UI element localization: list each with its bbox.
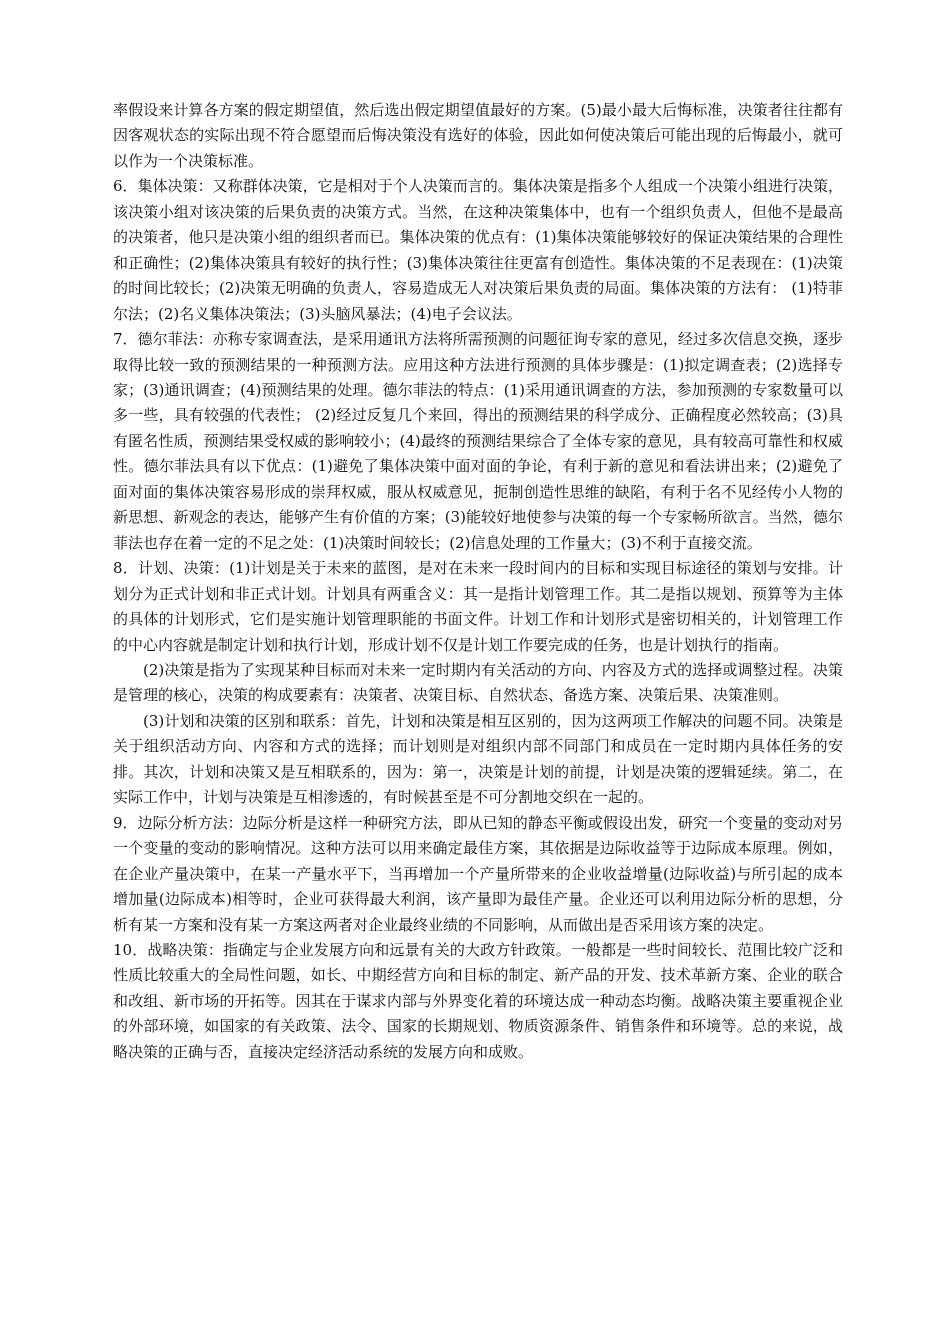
paragraph-strategic-decision: 10．战略决策：指确定与企业发展方向和远景有关的大政方针政策。一般都是一些时间较长、范围比较广泛和性质比较重大的全局性问题，如长、中期经营方向和目标的制定、新产品的开发、技术革新方案、企业的联合和改组、新市场的开拓等。因其在于谋求内部与外界变化着的环境达成一种动态均衡。战略决策主要重视企业的外部环境，如国家的有关政策、法令、国家的长期规划、物质资源条件、销售条件和环境等。总的来说，战略决策的正确与否，直接决定经济活动系统的发展方向和成败。 <box>113 940 843 1061</box>
paragraph-delphi-method: 7．德尔菲法：亦称专家调查法，是采用通讯方法将所需预测的问题征询专家的意见，经过多次信息交换，逐步取得比较一致的预测结果的一种预测方法。应用这种方法进行预测的具体步骤是：(1)拟定调查表；(2)选择专家；(3)通讯调查；(4)预测结果的处理。德尔菲法的特点：(1)采用通讯调查的方法，参加预测的专家数量可以多一些，具有较强的代表性； (2)经过反复几个来回，得出的预测结果的科学成分、正确程度必然较高；(3)具有匿名性质，预测结果受权威的影响较小；(4)最终的预测结果综合了全体专家的意见，具有较高可靠性和权威性。德尔菲法具有以下优点：(1)避免了集体决策中面对面的争论，有利于新的意见和看法讲出来；(2)避免了面对面的集体决策容易形成的崇拜权威，服从权威意见，扼制创造性思维的缺陷，有利于名不见经传小人物的新思想、新观念的表达，能够产生有价值的方案；(3)能较好地使参与决策的每一个专家畅所欲言。当然，德尔菲法也存在着一定的不足之处：(1)决策时间较长；(2)信息处理的工作量大；(3)不利于直接交流。 <box>113 330 843 552</box>
paragraph-plan-decision-relation: (3)计划和决策的区别和联系：首先，计划和决策是相互区别的，因为这两项工作解决的问题不同。决策是关于组织活动方向、内容和方式的选择；而计划则是对组织内部不同部门和成员在一定时期内具体任务的安排。其次，计划和决策又是互相联系的，因为：第一，决策是计划的前提，计划是决策的逻辑延续。第二，在实际工作中，计划与决策是互相渗透的，有时候甚至是不可分割地交织在一起的。 <box>113 711 843 807</box>
paragraph-group-decision: 6．集体决策：又称群体决策，它是相对于个人决策而言的。集体决策是指多个人组成一个决策小组进行决策，该决策小组对该决策的后果负责的决策方式。当然，在这种决策集体中，也有一个组织负责人，但他不是最高的决策者，他只是决策小组的组织者而已。集体决策的优点有：(1)集体决策能够较好的保证决策结果的合理性和正确性；(2)集体决策具有较好的执行性；(3)集体决策往往更富有创造性。集体决策的不足表现在：(1)决策的时间比较长；(2)决策无明确的负责人，容易造成无人对决策后果负责的局面。集体决策的方法有： (1)特菲尔法；(2)名义集体决策法；(3)头脑风暴法；(4)电子会议法。 <box>113 177 843 323</box>
paragraph-decision-criteria-cont: 率假设来计算各方案的假定期望值，然后选出假定期望值最好的方案。(5)最小最大后悔标准，决策者往往都有因客观状态的实际出现不符合愿望而后悔决策没有选好的体验，因此如何使决策后可能出现的后悔最小，就可以作为一个决策标准。 <box>113 101 843 170</box>
document-page <box>113 98 843 1065</box>
paragraph-plan-decision: 8．计划、决策：(1)计划是关于未来的蓝图，是对在未来一段时间内的目标和实现目标途径的策划与安排。计划分为正式计划和非正式计划。计划具有两重含义：其一是指计划管理工作。其二是指以规划、预算等为主体的具体的计划形式，它们是实施计划管理职能的书面文件。计划工作和计划形式是密切相关的，计划管理工作的中心内容就是制定计划和执行计划，形成计划不仅是计划工作要完成的任务，也是计划执行的指南。 <box>113 559 843 654</box>
paragraph-marginal-analysis: 9．边际分析方法：边际分析是这样一种研究方法，即从已知的静态平衡或假设出发，研究一个变量的变动对另一个变量的变动的影响情况。这种方法可以用来确定最佳方案，其依据是边际收益等于边际成本原理。例如，在企业产量决策中，在某一产量水平下，当再增加一个产量所带来的企业收益增量(边际收益)与所引起的成本增加量(边际成本)相等时，企业可获得最大利润，该产量即为最佳产量。企业还可以利用边际分析的思想，分析有某一方案和没有某一方案这两者对企业最终业绩的不同影响，从而做出是否采用该方案的决定。 <box>113 813 843 934</box>
paragraph-decision-definition: (2)决策是指为了实现某种目标而对未来一定时期内有关活动的方向、内容及方式的选择或调整过程。决策是管理的核心，决策的构成要素有：决策者、决策目标、自然状态、备选方案、决策后果、决策准则。 <box>113 660 843 705</box>
